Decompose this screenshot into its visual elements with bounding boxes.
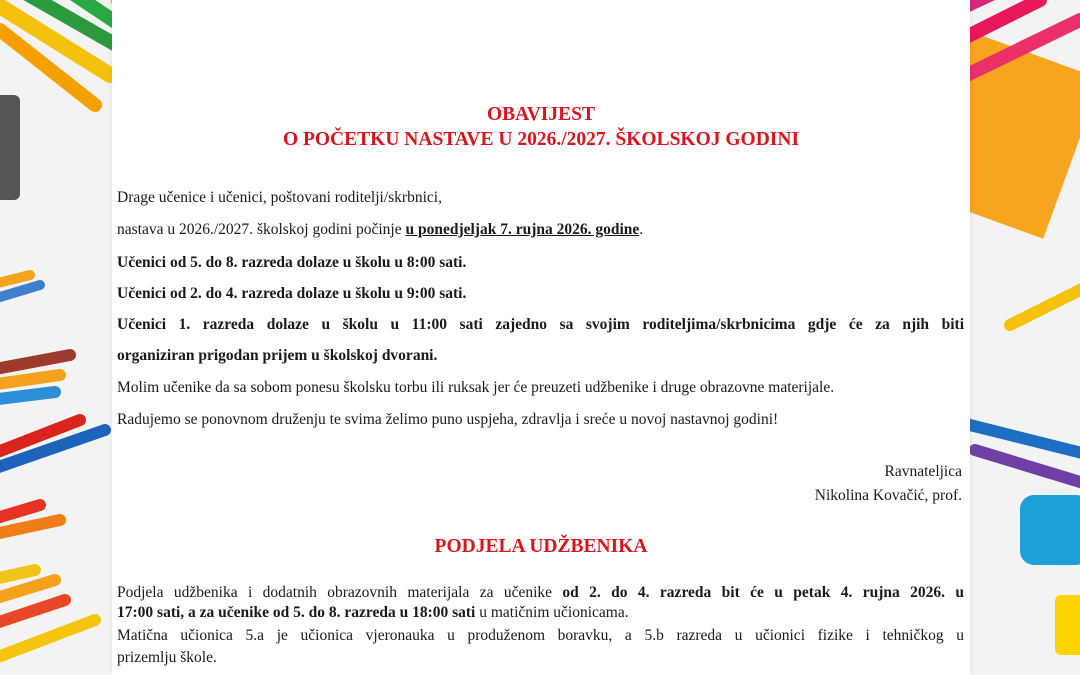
signature-name: Nikolina Kovačić, prof. [814,487,962,504]
notice-heading: OBAVIJEST [486,104,596,125]
notice-paper [112,0,970,675]
classroom-line: Matična učionica 5.a je učionica vjeronauka u produženom boravku, a 5.b razreda u učionici fizike i tehničkog u [117,627,964,644]
classroom-line-cont: prizemlju škole. [117,649,217,666]
textbooks-p1-a: Podjela udžbenika i dodatnih obrazovnih materijala za učenike [117,584,563,601]
signature-role: Ravnateljica [884,463,962,480]
textbooks-heading: PODJELA UDŽBENIKA [434,536,648,557]
greeting-line: Drage učenice i učenici, poštovani roditelji/skrbnici, [117,189,442,206]
wishes-line: Radujemo se ponovnom druženju te svima želimo puno uspjeha, zdravlja i sreće u novoj nastavnoj godini! [117,411,779,428]
start-date: u ponedjeljak 7. rujna 2026. godine [405,221,640,238]
bags-line: Molim učenike da sa sobom ponesu školsku torbu ili ruksak jer će preuzeti udžbenike i druge obrazovne materijale. [117,379,835,396]
grade-1-line: Učenici 1. razreda dolaze u školu u 11:00 sati zajedno sa svojim roditeljima/skrbnicima gdje će za njih biti [117,316,964,333]
textbooks-p1-b: od 2. do 4. razreda bit će u petak 4. rujna 2026. u [562,584,964,601]
grades-5-8-line: Učenici od 5. do 8. razreda dolaze u školu u 8:00 sati. [117,254,467,271]
textbooks-paragraph-line2 [117,603,629,623]
textbooks-p1-d: u matičnim učionicama. [475,604,629,621]
notice-subheading: O POČETKU NASTAVE U 2026./2027. ŠKOLSKOJ GODINI [282,129,800,150]
start-date-line [117,220,643,240]
textbooks-paragraph-line1 [117,583,964,603]
start-prefix: nastava u 2026./2027. školskoj godini počinje [117,221,406,238]
start-suffix: . [639,221,644,238]
grades-2-4-line: Učenici od 2. do 4. razreda dolaze u školu u 9:00 sati. [117,285,467,302]
grade-1-line-cont: organiziran prigodan prijem u školskoj dvorani. [117,347,438,364]
textbooks-p1-c: 17:00 sati, a za učenike od 5. do 8. razreda u 18:00 sati [117,604,476,621]
